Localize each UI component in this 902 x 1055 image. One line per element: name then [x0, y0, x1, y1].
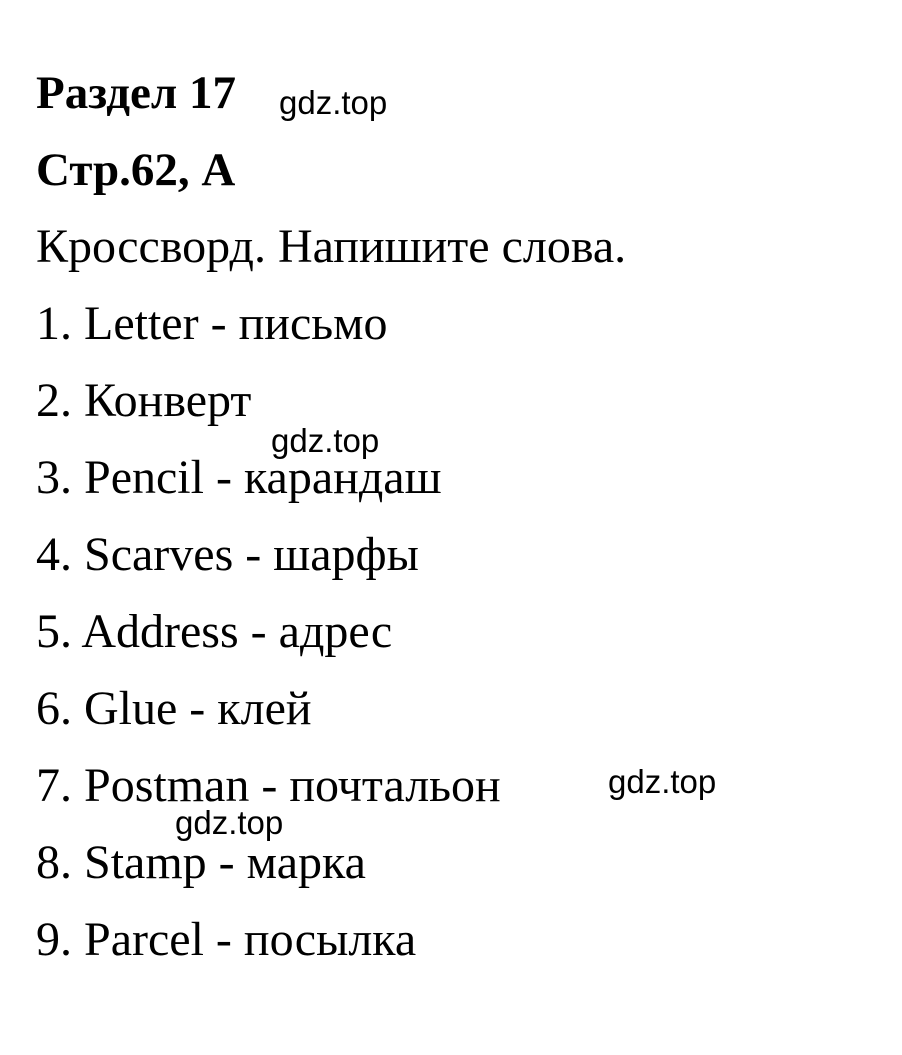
answer-item-1: 1. Letter - письмо — [36, 297, 388, 350]
answer-item-6: 6. Glue - клей — [36, 682, 312, 735]
answer-item-8: 8. Stamp - марка — [36, 836, 366, 889]
answer-item-5: 5. Address - адрес — [36, 605, 393, 658]
exercise-instruction: Кроссворд. Напишите слова. — [36, 220, 627, 273]
answer-item-4: 4. Scarves - шарфы — [36, 528, 419, 581]
answer-item-2: 2. Конверт — [36, 374, 252, 427]
page-reference: Стр.62, A — [36, 144, 236, 196]
answer-item-7: 7. Postman - почтальон — [36, 759, 501, 812]
answer-item-9: 9. Parcel - посылка — [36, 913, 417, 966]
answer-item-3: 3. Pencil - карандаш — [36, 451, 442, 504]
watermark: gdz.top — [271, 422, 380, 459]
section-title: Раздел 17 — [36, 67, 237, 119]
watermark: gdz.top — [175, 804, 284, 841]
watermark: gdz.top — [279, 84, 388, 121]
watermark: gdz.top — [608, 763, 717, 800]
